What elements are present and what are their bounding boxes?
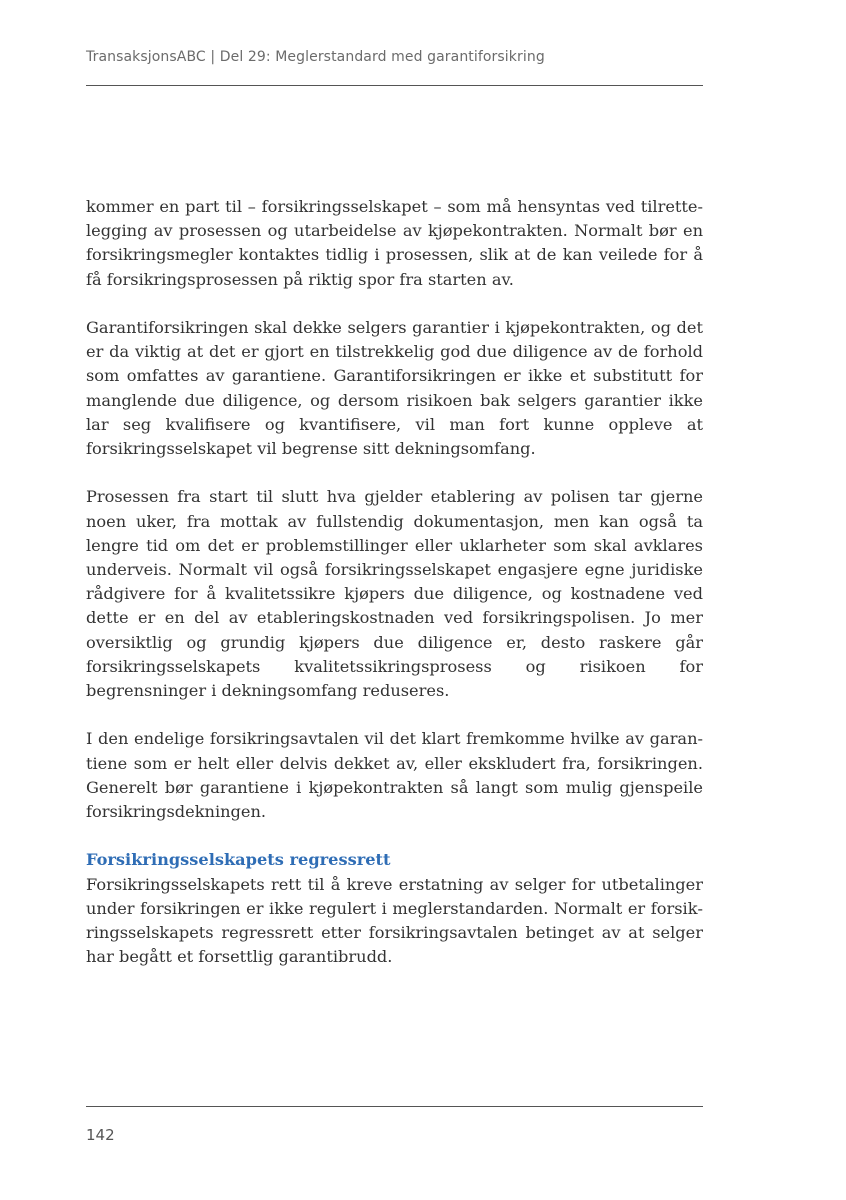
running-header: TransaksjonsABC | Del 29: Meglerstandard med garantiforsikring (86, 49, 545, 65)
footer-divider (86, 1106, 703, 1107)
page-number: 142 (86, 1126, 115, 1144)
paragraph: kommer en part til – forsikringsselskapet – som må hensyntas ved tilrettelegging av prosessen og utarbeidelse av kjøpekontrakten. Normalt bør en forsikringsmegler kontaktes tidlig i prosessen, slik at de kan veilede for å få forsikringsprosessen på riktig spor fra starten av. (86, 197, 703, 289)
main-text-column (86, 195, 703, 969)
section-paragraph: Forsikringsselskapets rett til å kreve erstatning av selger for utbetalinger under forsikringen er ikke regulert i meglerstandarden. Normalt er forsikringsselskapets regressrett etter forsikringsavtalen betinget av at selger har begått et forsettlig garantibrudd. (86, 874, 703, 967)
paragraph: Garantiforsikringen skal dekke selgers garantier i kjøpekontrakten, og det er da viktig at det er gjort en tilstrekkelig god due diligence av de forhold som omfattes av garantiene. Garantiforsikringen er ikke et substitutt for manglende due diligence, og dersom risikoen bak selgers garantier ikke lar seg kvalifisere og kvantifisere, vil man fort kunne oppleve at forsikringsselskapet vil begrense sitt dekningsomfang. (86, 318, 703, 459)
section-heading: Forsikringsselskapets regressrett (86, 850, 391, 870)
paragraph: Prosessen fra start til slutt hva gjelder etablering av polisen tar gjerne noen uker, fra mottak av fullstendig dokumentasjon, men kan også ta lengre tid om det er problemstillinger eller uklarheter som skal avklares underveis. Normalt vil også forsikringsselskapet engasjere egne juridiske rådgivere for å kvalitetssikre kjøpers due diligence, og kostnadene ved dette er en del av etableringskostnaden ved forsikringspolisen. Jo mer oversiktlig og grundig kjøpers due diligence er, desto raskere går forsikringsselskapets kvalitetssikringsprosess og risikoen for begrensninger i dekningsomfang reduseres. (86, 487, 703, 701)
paragraph: I den endelige forsikringsavtalen vil det klart fremkomme hvilke av garantiene som er helt eller delvis dekket av, eller ekskludert fra, forsikringen. Generelt bør garantiene i kjøpekontrakten så langt som mulig gjenspeile forsikringsdekningen. (86, 729, 703, 822)
header-divider (86, 85, 703, 86)
